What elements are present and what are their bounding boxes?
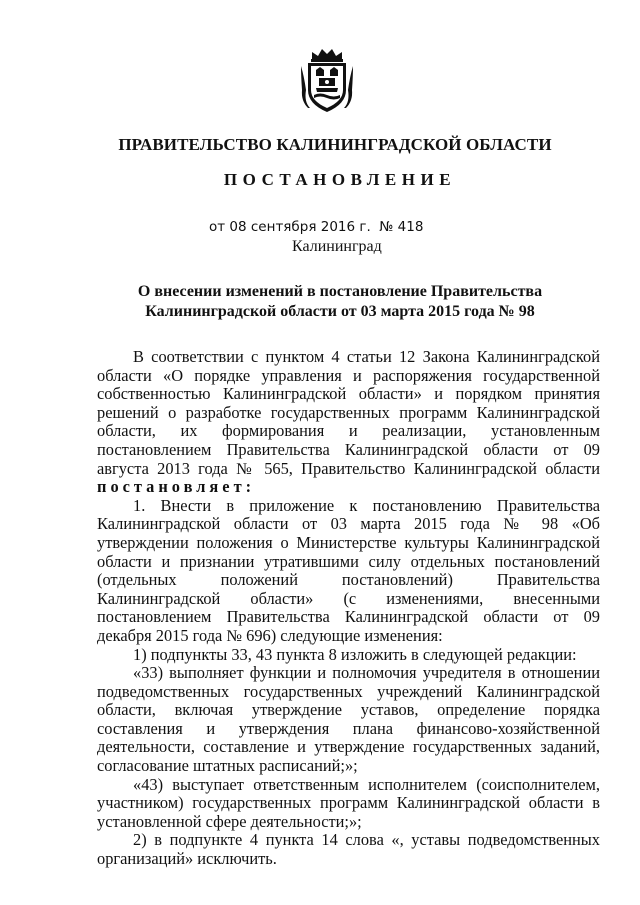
quote-43-paragraph: «43) выступает ответственным исполнителем (соисполнителем, участником) государственных программ Калининградской области в установленной сфере деятельности;»; <box>97 774 600 831</box>
item-1-paragraph: 1. Внести в приложение к постановлению Правительства Калининградской области от 03 марта 2015 года № 98 «Об утверждении положения о Министерстве культуры Калининградской области и признании утратившими силу отдельных постановлений (отдельных положений постановлений) Правительства Калининградской области» (с изменениями, внесенными постановлением Правительства Калининградской области от 09 декабря 2015 года № 696) следующие изменения: <box>97 495 600 645</box>
government-title: ПРАВИТЕЛЬСТВО КАЛИНИНГРАДСКОЙ ОБЛАСТИ <box>118 135 552 154</box>
decree-subject <box>0 282 640 322</box>
subject-line-2: Калининградской области от 03 марта 2015 года № 98 <box>145 303 535 320</box>
decree-body <box>97 348 600 869</box>
subject-line-1: О внесении изменений в постановление Правительства <box>137 283 543 300</box>
preamble-text: В соответствии с пунктом 4 статьи 12 Закона Калининградской области «О порядке управления и распоряжения государственной собственностью Калининградской области» и порядком принятия решений о разработке государственных программ Калининградской области, их формирования и реализации, установленным постановлением Правительства Калининградской области от 09 августа 2013 года № 565, Правительство Калининградской области <box>97 347 600 478</box>
decree-city: Калининград <box>292 238 382 255</box>
preamble-paragraph <box>97 348 600 497</box>
decree-date-number: от 08 сентября 2016 г. № 418 <box>209 219 424 235</box>
document-type-heading: ПОСТАНОВЛЕНИЕ <box>223 170 457 189</box>
subitem-2-paragraph: 2) в подпункте 4 пункта 14 слова «, уставы подведомственных организаций» исключить. <box>97 830 600 869</box>
quote-33-paragraph: «33) выполняет функции и полномочия учредителя в отношении подведомственных государственных учреждений Калининградской области, включая утверждение уставов, определение порядка составления и утверждения плана финансово-хозяйственной деятельности, составление и утверждение государственных заданий, согласование штатных расписаний;»; <box>97 663 600 776</box>
subitem-1-paragraph: 1) подпункты 33, 43 пункта 8 изложить в следующей редакции: <box>133 644 577 664</box>
resolves-word: постановляет: <box>97 477 256 497</box>
coat-of-arms-icon <box>296 46 358 116</box>
